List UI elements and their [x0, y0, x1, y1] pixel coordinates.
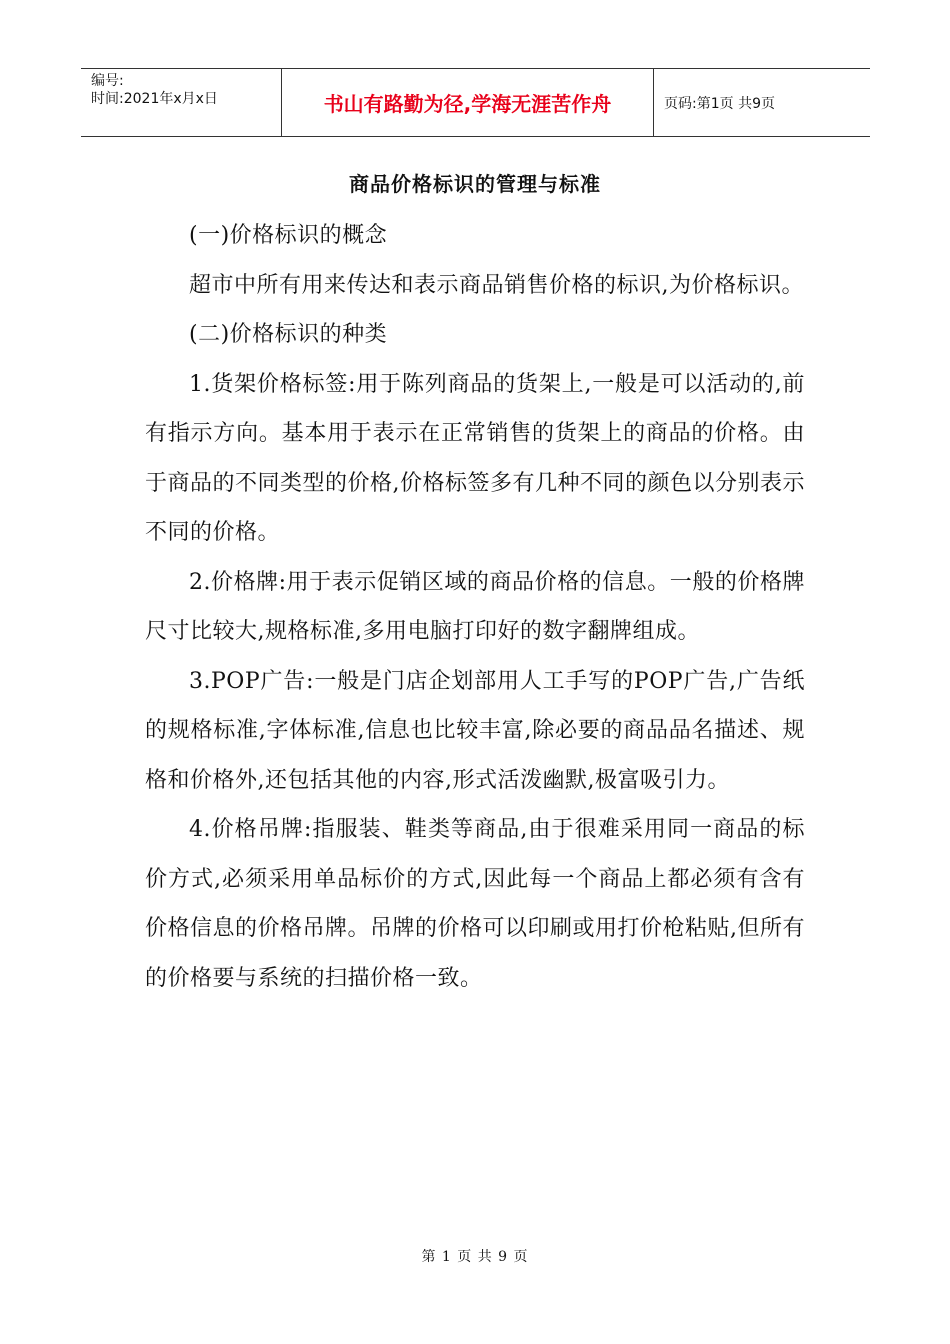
- page-footer: 第 1 页 共 9 页: [421, 1249, 529, 1265]
- time-label: 时间:2021年x月x日: [91, 91, 218, 107]
- paragraph-price-tag: 4.价格吊牌:指服装、鞋类等商品,由于很难采用同一商品的标价方式,必须采用单品标价的方式,因此每一个商品上都必须有含有价格信息的价格吊牌。吊牌的价格可以印刷或用打价枪粘贴,但所有的价格要与系统的扫描价格一致。: [145, 817, 805, 991]
- header-meta: [81, 69, 282, 136]
- section-heading-concept: (一)价格标识的概念: [189, 223, 388, 248]
- paragraph-price-board: 2.价格牌:用于表示促销区域的商品价格的信息。一般的价格牌尺寸比较大,规格标准,多用电脑打印好的数字翻牌组成。: [145, 569, 805, 644]
- header-motto: 书山有路勤为径,学海无涯苦作舟: [282, 69, 654, 136]
- paragraph-shelf-label: 1.货架价格标签:用于陈列商品的货架上,一般是可以活动的,前有指示方向。基本用于表示在正常销售的货架上的商品的价格。由于商品的不同类型的价格,价格标签多有几种不同的颜色以分别表示不同的价格。: [145, 371, 805, 545]
- header-page-info: 页码:第1页 共9页: [664, 95, 775, 112]
- paragraph-concept: 超市中所有用来传达和表示商品销售价格的标识,为价格标识。: [189, 272, 804, 298]
- paragraph-pop-ad: 3.POP广告:一般是门店企划部用人工手写的POP广告,广告纸的规格标准,字体标准,信息也比较丰富,除必要的商品品名描述、规格和价格外,还包括其他的内容,形式活泼幽默,极富吸引力。: [145, 668, 805, 793]
- page-header: [81, 68, 870, 137]
- document-body: [145, 211, 805, 1003]
- section-heading-types: (二)价格标识的种类: [189, 322, 388, 347]
- number-label: 编号:: [91, 73, 124, 89]
- document-title: 商品价格标识的管理与标准: [349, 172, 601, 196]
